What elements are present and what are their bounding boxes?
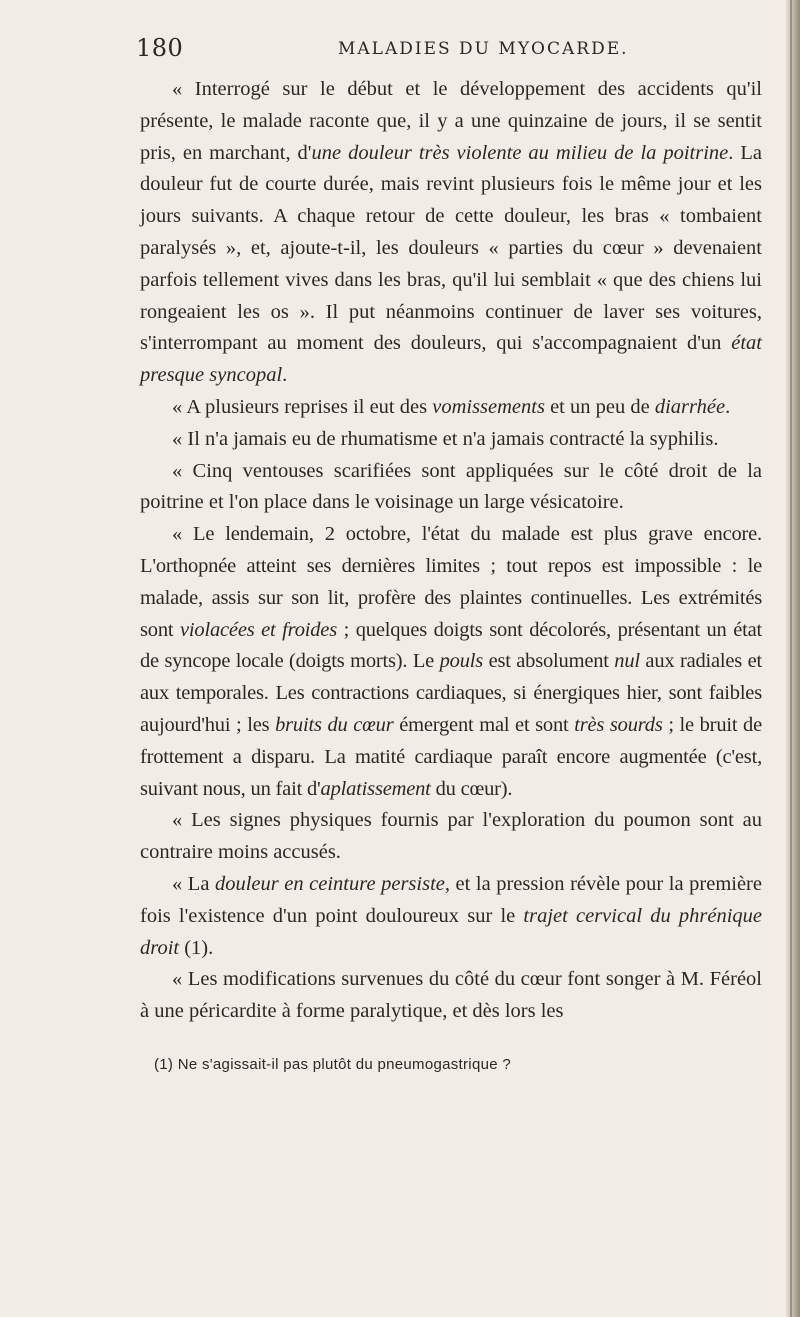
paragraph-lendemain <box>140 519 762 805</box>
page-edge-line <box>790 0 792 1317</box>
text-run: « A plusieurs reprises il eut des <box>172 395 433 418</box>
italic-run: état presque syncopal <box>140 332 762 387</box>
text-run: aux radiales et aux temporales. Les contractions cardiaques, si énergiques hier, sont faibles aujourd'hui ; les <box>140 650 763 736</box>
text-run: « La <box>172 872 215 895</box>
body-text <box>140 74 762 1028</box>
text-run: et un peu de <box>544 395 655 418</box>
paragraph-douleur-ceinture <box>140 869 762 964</box>
italic-run: très sourds <box>574 713 663 736</box>
paragraph-modifications <box>140 964 762 1028</box>
text-run: « Il n'a jamais eu de rhumatisme et n'a jamais contracté la syphilis. <box>172 427 719 450</box>
italic-run: vomissements <box>432 395 545 418</box>
text-run: . <box>725 395 731 418</box>
text-run: est absolument <box>483 650 615 673</box>
paragraph-interrogation <box>140 74 762 392</box>
italic-run: nul <box>614 650 640 673</box>
paragraph-poumon <box>140 805 762 869</box>
italic-run: bruits du cœur <box>275 713 394 736</box>
italic-run: trajet cervical du phrénique droit <box>140 904 762 959</box>
paragraph-rhumatisme <box>140 424 762 456</box>
text-run: ; quelques doigts sont décolorés, présentant un état de syncope locale (doigts morts). Le <box>140 618 762 673</box>
italic-run: aplatissement <box>320 777 431 800</box>
text-run: ; le bruit de frottement a disparu. La matité cardiaque paraît encore augmentée (c'est, suivant nous, un fait d' <box>140 713 763 800</box>
text-run: « Les signes physiques fournis par l'exploration du poumon sont au contraire moins accusés. <box>140 809 762 864</box>
text-run: (1). <box>179 936 214 959</box>
text-run: « Les modifications survenues du côté du cœur font songer à M. Féréol à une péricardite à forme paralytique, et dès lors les <box>140 968 762 1023</box>
italic-run: douleur en ceinture persiste <box>214 872 445 895</box>
text-run: « Cinq ventouses scarifiées sont appliquées sur le côté droit de la poitrine et l'on place dans le voisinage un large vésicatoire. <box>140 459 762 514</box>
text-run: , et la pression révèle pour la première fois l'existence d'un point douloureux sur le <box>140 872 762 927</box>
text-run: émergent mal et sont <box>393 713 575 736</box>
italic-run: diarrhée <box>654 395 726 418</box>
italic-run: pouls <box>439 650 484 673</box>
paragraph-ventouses <box>140 456 762 520</box>
page-edge-shadow <box>786 0 800 1317</box>
italic-run: violacées et froides <box>180 618 337 641</box>
footnote: (1) Ne s'agissait-il pas plutôt du pneumogastrique ? <box>154 1056 511 1073</box>
italic-run: une douleur très violente au milieu de la poitrine <box>311 141 729 164</box>
running-head: MALADIES DU MYOCARDE. <box>338 39 629 59</box>
text-run: « Interrogé sur le début et le développement des accidents qu'il présente, le malade raconte que, il y a une quinzaine de jours, il se sentit pris, en marchant, d' <box>140 78 762 164</box>
paragraph-vomissements <box>140 392 762 424</box>
text-run: « Le lendemain, 2 octobre, l'état du malade est plus grave encore. L'orthopnée atteint ses dernières limites ; tout repos est impossible : le malade, assis sur son lit, profère des plaintes continuelles. Les extrémités sont <box>140 523 762 641</box>
text-run: . La douleur fut de courte durée, mais revint plusieurs fois le même jour et les jours suivants. A chaque retour de cette douleur, les bras « tombaient paralysés », et, ajoute-t-il, les douleurs « parties du cœur » devenaient parfois tellement vives dans les bras, qu'il lui semblait « que des chiens lui rongeaient les os ». Il put néanmoins continuer de laver ses voitures, s'interrompant au moment des douleurs, qui s'accompagnaient d'un <box>140 141 763 355</box>
page-header <box>0 34 800 74</box>
text-run: . <box>282 364 288 387</box>
page-number: 180 <box>136 34 184 62</box>
text-run: du cœur). <box>430 777 513 800</box>
